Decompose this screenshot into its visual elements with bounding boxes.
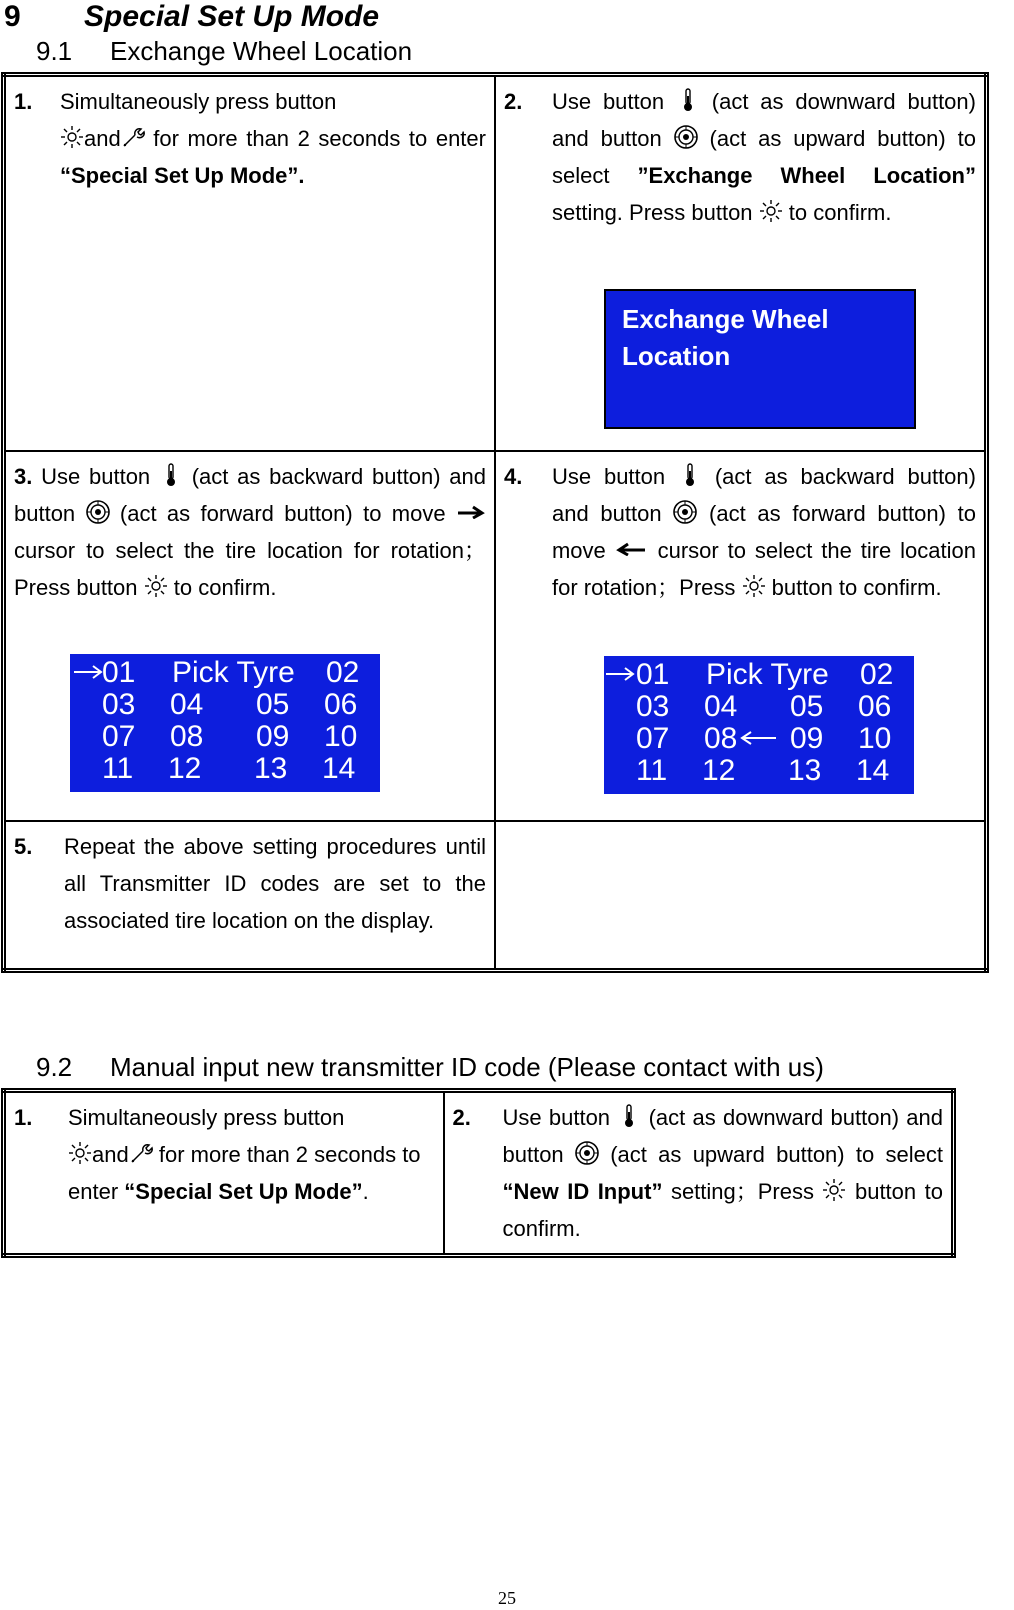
sun-icon — [144, 573, 168, 599]
tyre-cell: 10 — [857, 721, 892, 755]
step-emphasis: “Special Set Up Mode”. — [60, 163, 305, 188]
thermometer-icon — [617, 1103, 641, 1129]
tyre-cell: 07 — [635, 721, 670, 755]
tire-icon — [575, 1140, 599, 1166]
step-text-part: (act as downward button) and button — [551, 89, 976, 151]
tyre-cell: 12 — [168, 751, 202, 785]
tyre-cell: 11 — [635, 753, 668, 787]
tyre-cell: 03 — [102, 687, 136, 721]
step-3-cell — [4, 451, 495, 821]
step-text-part: cursor to select the tire location for rotation；Press — [551, 537, 976, 600]
step-text-part: button to confirm. — [502, 1179, 943, 1241]
tire-icon — [674, 124, 698, 150]
step-text-part: Simultaneously press button — [68, 1105, 345, 1130]
step-text — [503, 1099, 944, 1247]
sun-icon — [68, 1140, 92, 1166]
exchange-wheel-table — [1, 72, 989, 973]
tire-icon — [673, 499, 697, 525]
tyre-cell: 06 — [324, 687, 358, 721]
step-text-part: for more than 2 seconds to enter — [153, 126, 486, 151]
step-text-part: Use button — [551, 463, 666, 489]
section-9-2-title: Manual input new transmitter ID code (Please contact with us) — [110, 1052, 824, 1082]
step-text — [14, 458, 486, 606]
lcd-pick-tyre-screen — [70, 654, 380, 792]
thermometer-icon — [678, 462, 702, 488]
step-text — [552, 83, 976, 231]
tyre-cell: 07 — [102, 719, 136, 753]
tyre-cell: 09 — [789, 721, 824, 755]
step-text-part: Use button — [502, 1105, 611, 1130]
section-9-title: Special Set Up Mode — [84, 0, 380, 33]
cursor-arrow-left-icon — [738, 730, 778, 746]
step-text-part: Use button — [41, 463, 151, 489]
sun-icon — [60, 124, 84, 150]
step-1-cell — [4, 1091, 444, 1256]
manual-id-table — [1, 1088, 956, 1258]
step-text — [552, 458, 976, 606]
thermometer-icon — [676, 87, 700, 113]
step-text-part: Use button — [551, 89, 665, 114]
step-text-part: and — [92, 1142, 129, 1167]
step-text-part: to confirm. — [788, 200, 892, 225]
step-text-part: setting. Press button — [551, 200, 753, 225]
tyre-cell: 10 — [324, 719, 358, 753]
right-arrow-icon — [456, 505, 486, 519]
step-text-part: for more than 2 seconds to enter — [68, 1142, 421, 1204]
lcd-pick-tyre-screen-cursor — [604, 656, 914, 794]
tyre-cell: 08 — [170, 719, 204, 753]
tyre-cell: 01 — [635, 657, 670, 691]
step-text-part: setting；Press — [670, 1179, 814, 1204]
cursor-arrow-icon — [72, 662, 104, 682]
section-9-1-heading — [36, 36, 412, 67]
step-text-part: (act as upward button) to select — [551, 126, 976, 188]
step-text: Repeat the above setting procedures until all Transmitter ID codes are set to the associated tire location on the display. — [64, 833, 486, 933]
step-text-part: to confirm. — [173, 574, 277, 600]
step-text-part: (act as forward button) to move — [119, 500, 446, 526]
section-9-heading — [4, 0, 379, 34]
section-9-2-number: 9.2 — [36, 1052, 73, 1082]
step-2-cell — [495, 75, 987, 451]
tyre-cell: 02 — [859, 657, 894, 691]
sun-icon — [759, 198, 783, 224]
step-emphasis: “Special Set Up Mode” — [124, 1179, 363, 1204]
section-9-1-title: Exchange Wheel Location — [110, 36, 413, 66]
step-text-part: . — [362, 1179, 369, 1204]
step-1-cell — [4, 75, 495, 451]
step-number: 1. — [14, 89, 33, 114]
tyre-cell: 08 — [703, 721, 738, 755]
step-text — [60, 83, 486, 194]
tyre-cell: 06 — [857, 689, 892, 723]
step-text-part: (act as upward button) to select — [610, 1142, 943, 1167]
step-number: 2. — [503, 89, 523, 114]
tyre-cell: 12 — [701, 753, 736, 787]
empty-cell — [495, 821, 987, 971]
sun-icon — [742, 573, 766, 599]
step-emphasis: “New ID Input” — [502, 1179, 663, 1204]
step-text-part: (act as forward button) to move — [551, 500, 976, 563]
step-number: 4. — [503, 463, 523, 489]
lcd-exchange-wheel-screen — [604, 289, 916, 429]
step-text-part: button to confirm. — [771, 574, 942, 600]
left-arrow-icon — [615, 542, 649, 556]
sun-icon — [822, 1177, 846, 1203]
step-5-cell — [4, 821, 495, 971]
wrench-icon — [129, 1140, 153, 1166]
wrench-icon — [121, 124, 145, 150]
page-number: 25 — [498, 1588, 516, 1608]
step-text — [68, 1099, 435, 1210]
section-9-2-heading — [36, 1052, 824, 1083]
tyre-cell: 02 — [326, 655, 360, 689]
step-text-part: cursor to select the tire location for rotation；Press button — [14, 537, 486, 600]
step-number: 3. — [14, 463, 33, 489]
tyre-cell: 04 — [703, 689, 738, 723]
step-number: 1. — [14, 1105, 33, 1130]
tyre-cell: 01 — [102, 655, 136, 689]
tyre-cell: 13 — [254, 751, 288, 785]
lcd-title: Pick Tyre — [705, 657, 829, 691]
step-text-part: (act as downward button) and button — [502, 1105, 943, 1167]
tire-icon — [86, 499, 110, 525]
section-9-number: 9 — [4, 0, 21, 33]
step-text-part: and — [84, 126, 121, 151]
thermometer-icon — [159, 462, 183, 488]
tyre-cell: 05 — [789, 689, 824, 723]
tyre-cell: 14 — [855, 753, 890, 787]
tyre-cell: 05 — [256, 687, 290, 721]
lcd-message: Exchange Wheel Location — [621, 304, 829, 371]
step-emphasis: ”Exchange Wheel Location” — [637, 163, 976, 188]
step-text-part: Simultaneously press button — [60, 89, 337, 114]
tyre-cell: 13 — [787, 753, 822, 787]
tyre-cell: 14 — [322, 751, 356, 785]
step-number: 2. — [452, 1105, 471, 1130]
step-number: 5. — [14, 833, 33, 859]
cursor-arrow-icon — [604, 664, 636, 684]
tyre-cell: 04 — [170, 687, 204, 721]
tyre-cell: 03 — [635, 689, 670, 723]
step-2-cell — [444, 1091, 954, 1256]
tyre-cell: 11 — [102, 751, 134, 785]
step-text-part: (act as backward button) and button — [14, 463, 486, 526]
step-4-cell — [495, 451, 987, 821]
step-text-part: (act as backward button) and button — [551, 463, 976, 526]
section-9-1-number: 9.1 — [36, 36, 73, 66]
lcd-title: Pick Tyre — [172, 655, 295, 689]
tyre-cell: 09 — [256, 719, 290, 753]
